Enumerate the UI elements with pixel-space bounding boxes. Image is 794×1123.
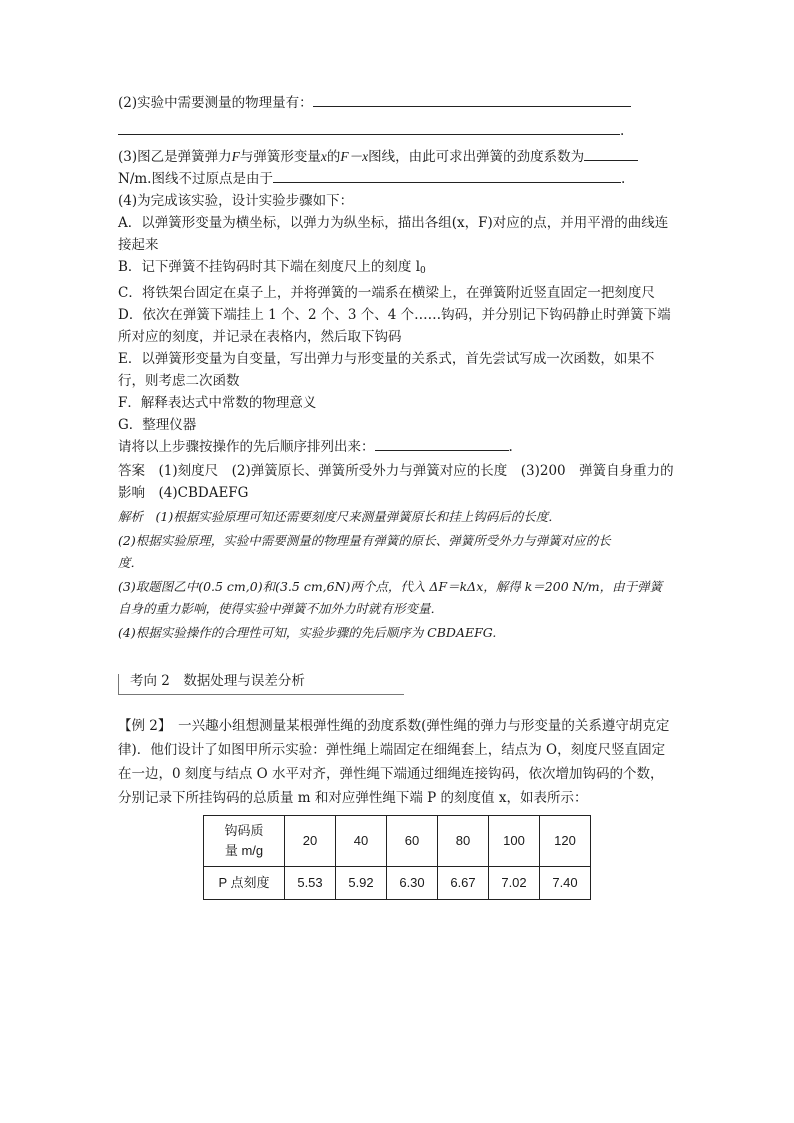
section-heading-rule <box>118 694 404 695</box>
order-period: . <box>508 439 513 455</box>
analysis-line-2: (2)根据实验原理，实验中需要测量的物理量有弹簧的原长、弹簧所受外力与弹簧对应的长 <box>118 533 611 548</box>
q3-stiffness-blank[interactable] <box>584 146 638 161</box>
step-b <box>118 256 678 282</box>
step-d-cont: 所对应的刻度，并记录在表格内，然后取下钩码 <box>118 329 402 345</box>
q2-period: . <box>620 123 625 139</box>
q3-text: (3)图乙是弹簧弹力 <box>118 149 232 165</box>
step-d: D．依次在弹簧下端挂上 1 个、2 个、3 个、4 个……钩码，并分别记下钩码静止时弹簧下端 <box>118 307 671 323</box>
q2-line-2 <box>118 120 678 142</box>
answer-line-1: 答案 (1)刻度尺 (2)弹簧原长、弹簧所受外力与弹簧对应的长度 (3)200 弹簧自身重力的 <box>118 463 674 479</box>
example-line-4: 分别记录下所挂钩码的总质量 m 和对应弹性绳下端 P 的刻度值 x，如表所示： <box>118 790 588 806</box>
analysis-line-5: 自身的重力影响，使得实验中弹簧不加外力时就有形变量． <box>118 601 444 616</box>
q2-answer-blank-2[interactable] <box>118 120 620 135</box>
step-g: G．整理仪器 <box>118 417 197 433</box>
step-e-cont: 行，则考虑二次函数 <box>118 373 240 389</box>
q2-line <box>118 92 678 114</box>
q3-line-1 <box>118 146 678 168</box>
table-cell: 7.40 <box>540 867 591 900</box>
table-cell: 60 <box>387 816 438 867</box>
answer-line-2: 影响 (4)CBDAEFG <box>118 485 249 501</box>
step-c: C．将铁架台固定在桌子上，并将弹簧的一端系在横梁上，在弹簧附近竖直固定一把刻度尺 <box>118 285 655 301</box>
section-heading <box>118 668 404 695</box>
table-header-p-reading: P 点刻度 <box>204 867 285 900</box>
order-line <box>118 436 678 458</box>
document-page <box>118 92 678 900</box>
q3-var-f: F <box>231 149 240 164</box>
q2-prompt: (2)实验中需要测量的物理量有： <box>118 95 313 111</box>
table-cell: 40 <box>336 816 387 867</box>
example-line-2: 律)．他们设计了如图甲所示实验：弹性绳上端固定在细绳套上，结点为 O，刻度尺竖直固定 <box>118 742 666 758</box>
q3-line-2 <box>118 168 678 190</box>
table-cell: 6.30 <box>387 867 438 900</box>
step-b-text: B．记下弹簧不挂钩码时其下端在刻度尺上的刻度 l <box>118 259 421 275</box>
step-a-cont: 接起来 <box>118 237 159 253</box>
table-cell: 6.67 <box>438 867 489 900</box>
analysis-line-1: 解析 (1)根据实验原理可知还需要刻度尺来测量弹簧原长和挂上钩码后的长度． <box>118 509 561 524</box>
mass-reading-table <box>203 815 591 900</box>
table-header-line: 量 m/g <box>224 843 264 858</box>
table-row <box>204 867 591 900</box>
q3-text: 的 <box>326 149 341 165</box>
q3-period: . <box>620 171 626 187</box>
q3-reason-blank[interactable] <box>273 168 621 183</box>
table-cell: 20 <box>285 816 336 867</box>
order-blank[interactable] <box>375 436 509 451</box>
table-cell: 100 <box>489 816 540 867</box>
table-header-line: 钩码质 <box>224 823 264 838</box>
order-prompt: 请将以上步骤按操作的先后顺序排列出来： <box>118 439 375 455</box>
table-cell: 120 <box>540 816 591 867</box>
q3-var-x: x <box>320 149 327 164</box>
table-header-mass <box>204 816 285 867</box>
example-line-3: 在一边，0 刻度与结点 O 水平对齐，弹性绳下端通过细绳连接钩码，依次增加钩码的个数， <box>118 766 664 782</box>
example-2 <box>118 715 678 809</box>
q4-intro: (4)为完成该实验，设计实验步骤如下： <box>118 193 354 209</box>
step-e: E．以弹簧形变量为自变量，写出弹力与形变量的关系式，首先尝试写成一次函数，如果不 <box>118 351 655 367</box>
step-b-subscript: 0 <box>420 266 426 276</box>
analysis-line-6: (4)根据实验操作的合理性可知，实验步骤的先后顺序为 CBDAEFG. <box>118 625 497 640</box>
table-cell: 5.92 <box>336 867 387 900</box>
q3-text: N/m.图线不过原点是由于 <box>118 171 273 187</box>
section-title: 考向 2 数据处理与误差分析 <box>130 673 305 689</box>
analysis-line-3: 度． <box>118 555 144 570</box>
q3-text: 与弹簧形变量 <box>239 149 321 165</box>
q3-graph-label: F－x <box>340 149 369 164</box>
section-heading-tick <box>118 674 119 695</box>
example-line-1: 【例 2】 一兴趣小组想测量某根弹性绳的劲度系数(弹性绳的弹力与形变量的关系遵守胡克定 <box>118 718 670 734</box>
table-cell: 7.02 <box>489 867 540 900</box>
q3-text: 图线，由此可求出弹簧的劲度系数为 <box>368 149 585 165</box>
step-f: F．解释表达式中常数的物理意义 <box>118 395 317 411</box>
table-cell: 5.53 <box>285 867 336 900</box>
step-a: A．以弹簧形变量为横坐标，以弹力为纵坐标，描出各组(x，F)对应的点，并用平滑的曲线连 <box>118 215 669 231</box>
table-row <box>204 816 591 867</box>
table-cell: 80 <box>438 816 489 867</box>
q2-answer-blank[interactable] <box>313 92 631 107</box>
analysis-line-4: (3)取题图乙中(0.5 cm,0)和(3.5 cm,6N)两个点，代入 ΔF＝kΔx，解得 k＝200 N/m，由于弹簧 <box>118 579 663 594</box>
